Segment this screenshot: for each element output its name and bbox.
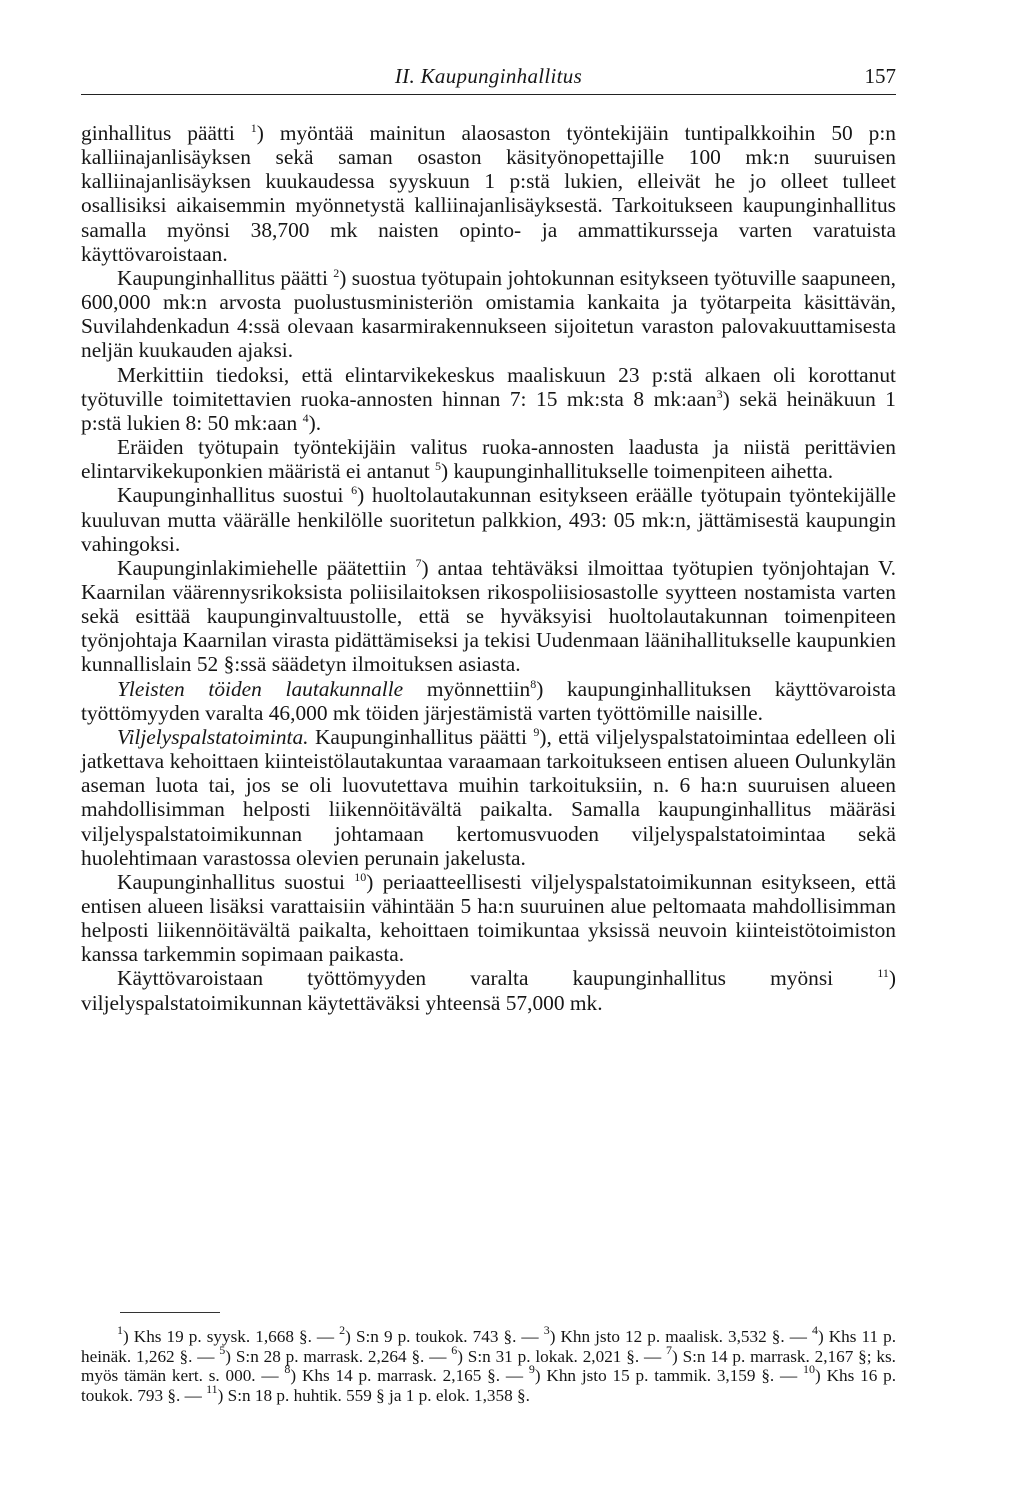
italic-heading: Yleisten töiden lautakunnalle bbox=[117, 676, 404, 701]
paragraph bbox=[81, 435, 896, 483]
text-run: ) Khn jsto 15 p. tammik. 3,159 §. — bbox=[534, 1366, 804, 1385]
paragraph bbox=[81, 725, 896, 870]
text-run: ) periaatteellisesti viljelyspalstatoimikunnan esitykseen, että entisen alueen lisäksi varattaisiin vähintään 5 ha:n suuruinen alue peltomaata mahdollisimman helposti liikennöitävältä paikalta, kehoittaen toimikuntaa yksissä neuvoin kiinteistötoimiston kanssa tarkemmin sopimaan paikasta. bbox=[81, 869, 896, 967]
paragraph bbox=[81, 870, 896, 967]
footnote-reference: 8 bbox=[284, 1362, 291, 1376]
footnote-reference: 6 bbox=[351, 483, 358, 498]
footnote-reference: 10 bbox=[354, 869, 367, 884]
text-run: Kaupunginhallitus päätti bbox=[117, 265, 334, 290]
body-text bbox=[81, 121, 896, 1015]
footnotes-paragraph bbox=[81, 1323, 897, 1405]
text-run: ) myöntää mainitun alaosaston työntekijäin tuntipalkkoihin 50 p:n kalliinajanlisäyksen sekä saman osaston käsityönopettajille 100 mk:n suuruisen kalliinajanlisäyksen kuukaudessa syyskuun 1 p:stä lukien, elleivät he jo olleet tulleet osallisiksi aikaisemmin myönnetystä kalliinajanlisäyksestä. Tarkoitukseen kaupunginhallitus samalla myönsi 38,700 mk naisten opinto- ja ammattikursseja varten varatuista käyttövaroistaan. bbox=[81, 121, 896, 266]
footnote-reference: 4 bbox=[302, 410, 309, 425]
text-run: ) sekä heinäkuun 1 p:stä lukien 8: 50 mk:aan bbox=[81, 386, 896, 435]
footnote-reference: 8 bbox=[530, 676, 537, 691]
footnotes bbox=[81, 1323, 897, 1405]
text-run: ) Khn jsto 12 p. maalisk. 3,532 §. — bbox=[549, 1327, 812, 1346]
text-run: ) kaupunginhallitukselle toimenpiteen aihetta. bbox=[441, 459, 834, 484]
footnote-reference: 5 bbox=[435, 459, 442, 474]
footnote-reference: 9 bbox=[533, 724, 540, 739]
text-run: ) S:n 9 p. toukok. 743 §. — bbox=[345, 1327, 544, 1346]
text-run: ) suostua työtupain johtokunnan esitykseen työtuville saapuneen, 600,000 mk:n arvosta puolustusministeriön omistamia kankaita ja työtarpeita käsittävän, Suvilahdenkadun 4:ssä olevaan kasarmirakennukseen sijoitetun varaston palovakuuttamisesta neljän kuukauden ajaksi. bbox=[81, 265, 896, 363]
page-number: 157 bbox=[864, 64, 896, 88]
footnote-reference: 5 bbox=[219, 1342, 226, 1357]
footnote-reference: 9 bbox=[528, 1362, 535, 1376]
footnote-reference: 2 bbox=[333, 265, 340, 280]
footnote-reference: 7 bbox=[666, 1342, 673, 1357]
footnote-reference: 6 bbox=[451, 1342, 458, 1357]
footnote-divider bbox=[120, 1312, 220, 1313]
text-run: ) Khs 16 p. toukok. 793 §. — bbox=[81, 1366, 896, 1405]
footnote-reference: 4 bbox=[811, 1323, 818, 1337]
footnote-reference: 2 bbox=[339, 1323, 346, 1337]
text-run: ) huoltolautakunnan esitykseen eräälle työtupain työntekijälle kuuluvan mutta väärälle henkilölle suoritetun palkkion, 493: 05 mk:n, jättämisestä kaupungin vahingoksi. bbox=[81, 483, 896, 556]
footnote-reference: 11 bbox=[206, 1381, 218, 1396]
paragraph bbox=[81, 556, 896, 677]
text-run: Kaupunginlakimiehelle päätettiin bbox=[117, 555, 416, 580]
text-run: myönnettiin bbox=[403, 676, 531, 701]
paragraph bbox=[81, 966, 896, 1014]
text-run: ), että viljelyspalstatoimintaa edelleen oli jatkettava kehoittaen kiinteistölautakuntaa varaamaan tarkoitukseen entisen alueen Oulunkylän aseman luota tai, jos se oli luovutettava muihin tarkoituksiin, n. 6 ha:n suuruisen alueen mahdollisimman helposti liikennöitävältä paikalta. Samalla kaupunginhallitus määräsi viljelyspalstatoimikunnan johtamaan kertomusvuoden viljelyspalstatoimintaa sekä huolehtimaan varastossa olevien perunain jakelusta. bbox=[81, 724, 896, 870]
text-run: ) Khs 11 p. heinäk. 1,262 §. — bbox=[81, 1327, 897, 1366]
footnote-reference: 3 bbox=[716, 386, 723, 401]
text-run: ginhallitus päätti bbox=[81, 121, 251, 145]
text-run: ) S:n 14 p. marrask. 2,167 §; ks. myös tämän kert. s. 000. — bbox=[81, 1346, 896, 1385]
text-run: Kaupunginhallitus suostui bbox=[117, 483, 352, 508]
footnote-reference: 3 bbox=[543, 1323, 550, 1337]
paragraph bbox=[81, 363, 896, 435]
text-run: Merkittiin tiedoksi, että elintarvikekeskus maaliskuun 23 p:stä alkaen oli korottanut työtuville toimitettavien ruoka-annosten hinnan 7: 15 mk:sta 8 mk:aan bbox=[81, 362, 896, 411]
footnote-reference: 10 bbox=[803, 1362, 816, 1376]
running-head: II. Kaupunginhallitus bbox=[394, 64, 583, 88]
text-run: ) S:n 28 p. marrask. 2,264 §. — bbox=[225, 1346, 452, 1366]
text-run: Kaupunginhallitus suostui bbox=[117, 869, 355, 894]
text-run: Kaupunginhallitus päätti bbox=[308, 724, 534, 749]
footnote-reference: 11 bbox=[877, 966, 889, 981]
paragraph bbox=[81, 483, 896, 555]
text-run: ) kaupunginhallituksen käyttövaroista työttömyyden varalta 46,000 mk töiden järjestämistä varten työttömille naisille. bbox=[81, 676, 896, 725]
text-run: ) Khs 14 p. marrask. 2,165 §. — bbox=[290, 1366, 529, 1385]
page-header bbox=[81, 62, 896, 95]
text-run: ) S:n 31 p. lokak. 2,021 §. — bbox=[457, 1346, 667, 1366]
text-run: Käyttövaroistaan työttömyyden varalta kaupunginhallitus myönsi bbox=[117, 966, 878, 991]
text-run: ) viljelyspalstatoimikunnan käytettäväksi yhteensä 57,000 mk. bbox=[81, 966, 896, 1015]
footnote-reference: 1 bbox=[117, 1323, 123, 1337]
text-run: ) Khs 19 p. syysk. 1,668 §. — bbox=[123, 1327, 340, 1346]
text-run: ) antaa tehtäväksi ilmoittaa työtupien työnjohtajan V. Kaarnilan väärennysrikoksista poliisilaitoksen rikospoliisiosastolle syytteen nostamista varten sekä esittää kaupunginvaltuustolle, että se hyväksyisi huoltolautakunnan toimenpiteen työnjohtaja Kaarnilan virasta pidättämiseksi ja tekisi Uudenmaan läänihallitukselle kaupunkien kunnallislain 52 §:ssä säädetyn ilmoituksen asiasta. bbox=[81, 555, 896, 677]
paragraph bbox=[81, 677, 896, 725]
text-run: Eräiden työtupain työntekijäin valitus ruoka-annosten laadusta ja niistä perittävien elintarvikekuponkien määristä ei antanut bbox=[81, 435, 896, 484]
text-run: ). bbox=[308, 410, 322, 435]
italic-heading: Viljelyspalstatoiminta. bbox=[117, 724, 309, 749]
text-run: ) S:n 18 p. huhtik. 559 § ja 1 p. elok. 1,358 §. bbox=[217, 1385, 530, 1405]
paragraph bbox=[81, 266, 896, 363]
footnote-reference: 7 bbox=[415, 555, 422, 570]
paragraph bbox=[81, 121, 896, 266]
footnote-reference: 1 bbox=[250, 121, 257, 135]
